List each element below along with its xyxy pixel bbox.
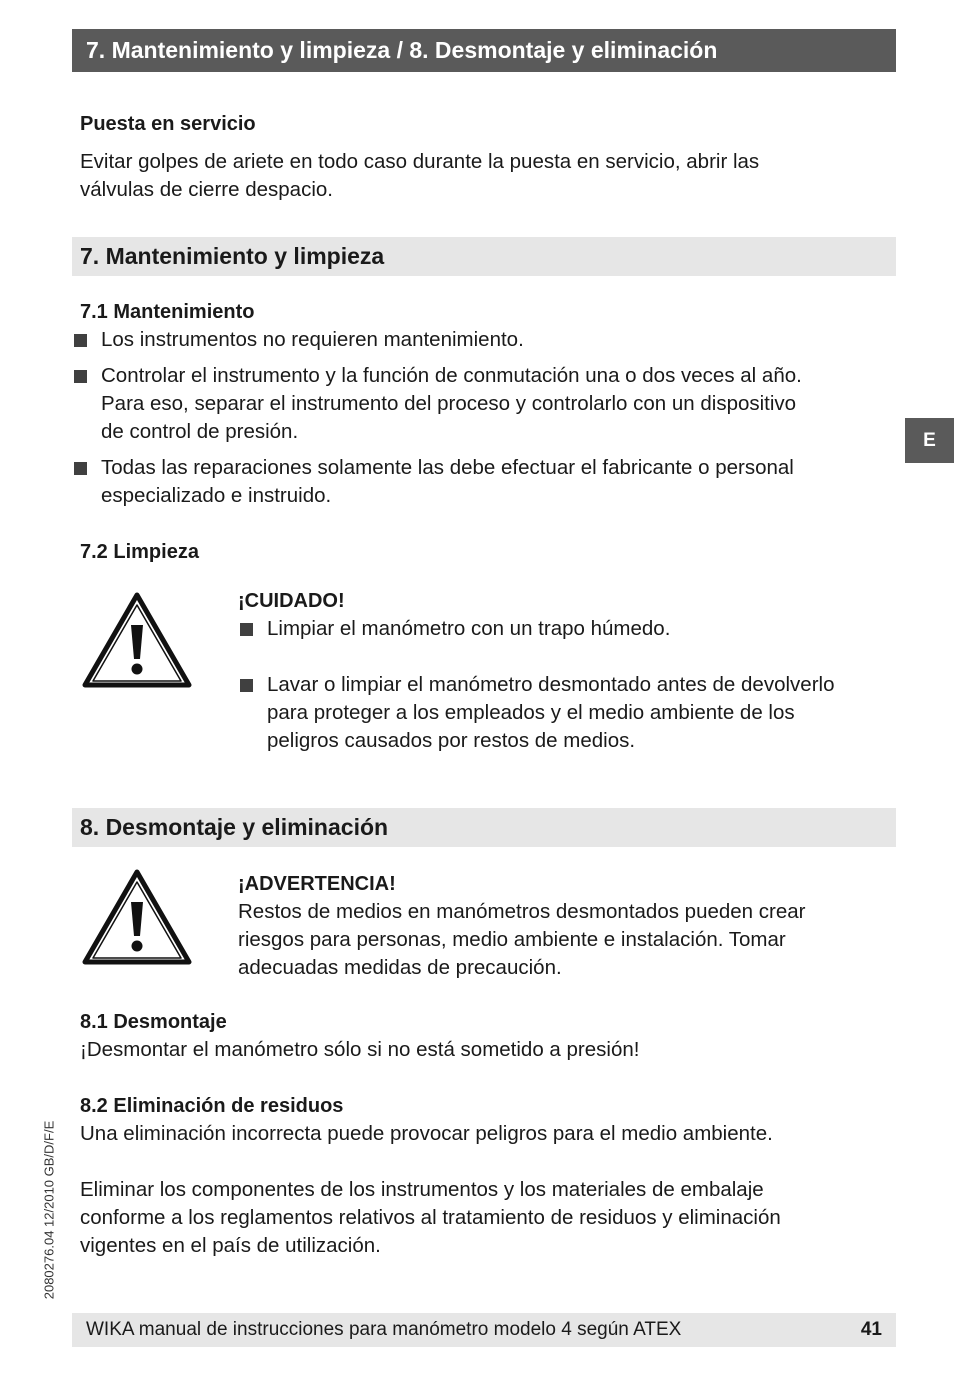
section-7-title: 7. Mantenimiento y limpieza xyxy=(72,237,896,276)
document-code-text: 2080276.04 12/2010 GB/D/F/E xyxy=(41,1120,57,1300)
disposal-heading: 8.2 Eliminación de residuos xyxy=(80,1095,344,1117)
caution-title: ¡CUIDADO! xyxy=(238,590,345,612)
commissioning-heading: Puesta en servicio xyxy=(80,113,256,135)
square-bullet-icon xyxy=(74,462,87,475)
warning-triangle-icon xyxy=(81,591,193,689)
page-footer xyxy=(72,1313,896,1347)
text-line: especializado e instruido. xyxy=(101,484,332,507)
square-bullet-icon xyxy=(240,623,253,636)
text-line: Limpiar el manómetro con un trapo húmedo. xyxy=(267,617,671,640)
text-line: Para eso, separar el instrumento del proceso y controlarlo con un dispositivo xyxy=(101,392,797,415)
text-line: peligros causados por restos de medios. xyxy=(267,729,636,752)
footer-text: WIKA manual de instrucciones para manómetro modelo 4 según ATEX xyxy=(86,1319,682,1340)
text-line: de control de presión. xyxy=(101,420,299,443)
text-line: Evitar golpes de ariete en todo caso durante la puesta en servicio, abrir las xyxy=(80,150,760,173)
maintenance-heading: 7.1 Mantenimiento xyxy=(80,301,255,323)
text-line: conforme a los reglamentos relativos al tratamiento de residuos y eliminación xyxy=(80,1206,781,1229)
dismount-heading: 8.1 Desmontaje xyxy=(80,1011,227,1033)
list-item xyxy=(267,671,834,755)
warning-triangle-icon xyxy=(81,868,193,966)
warning-title: ¡ADVERTENCIA! xyxy=(238,873,396,895)
text-line: Eliminar los componentes de los instrumentos y los materiales de embalaje xyxy=(80,1178,764,1201)
text-line: Controlar el instrumento y la función de conmutación una o dos veces al año. xyxy=(101,364,802,387)
text-line: Restos de medios en manómetros desmontados pueden crear xyxy=(238,900,806,923)
disposal-instructions xyxy=(80,1176,781,1260)
square-bullet-icon xyxy=(74,370,87,383)
commissioning-text xyxy=(80,148,759,204)
square-bullet-icon xyxy=(240,679,253,692)
disposal-text: Una eliminación incorrecta puede provocar peligros para el medio ambiente. xyxy=(80,1122,773,1145)
language-tab: E xyxy=(905,418,954,463)
text-line: adecuadas medidas de precaución. xyxy=(238,956,562,979)
text-line: Lavar o limpiar el manómetro desmontado antes de devolverlo xyxy=(267,673,835,696)
cleaning-heading: 7.2 Limpieza xyxy=(80,541,199,563)
text-line: Los instrumentos no requieren mantenimiento. xyxy=(101,328,524,351)
text-line: Todas las reparaciones solamente las debe efectuar el fabricante o personal xyxy=(101,456,794,479)
text-line: válvulas de cierre despacio. xyxy=(80,178,333,201)
text-line: riesgos para personas, medio ambiente e instalación. Tomar xyxy=(238,928,786,951)
list-item xyxy=(101,326,524,354)
section-8-title: 8. Desmontaje y eliminación xyxy=(72,808,896,847)
square-bullet-icon xyxy=(74,334,87,347)
list-item xyxy=(267,615,670,643)
list-item xyxy=(101,362,802,446)
text-line: vigentes en el país de utilización. xyxy=(80,1234,381,1257)
page-number: 41 xyxy=(860,1319,882,1340)
page-header-title: 7. Mantenimiento y limpieza / 8. Desmontaje y eliminación xyxy=(72,29,896,72)
text-line: para proteger a los empleados y el medio ambiente de los xyxy=(267,701,795,724)
warning-text xyxy=(238,898,805,982)
dismount-text: ¡Desmontar el manómetro sólo si no está sometido a presión! xyxy=(80,1038,640,1061)
list-item xyxy=(101,454,794,510)
